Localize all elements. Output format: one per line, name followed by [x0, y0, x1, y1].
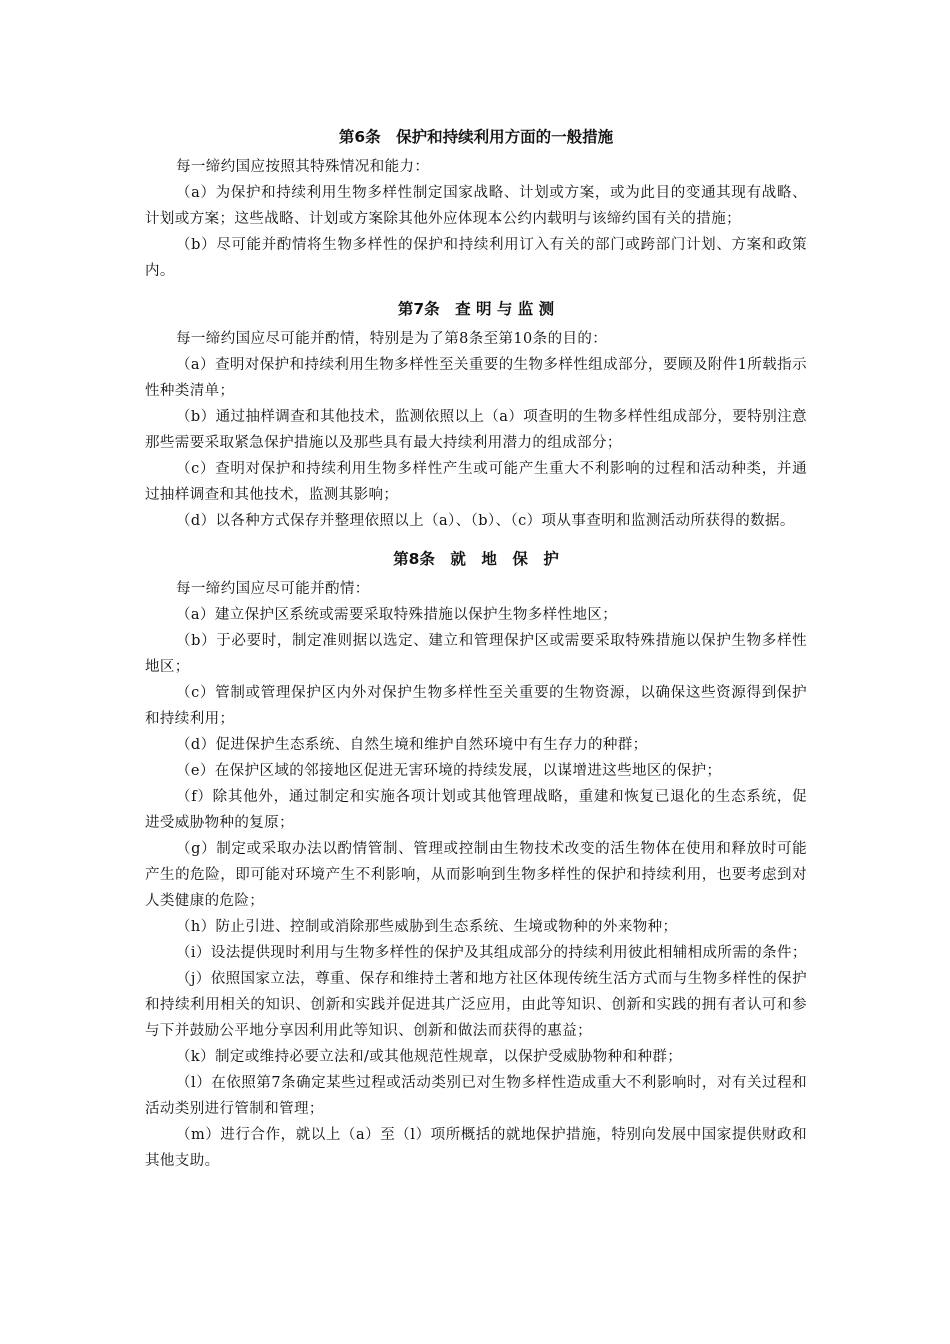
article-8-paragraph: 每一缔约国应尽可能并酌情： [176, 581, 370, 597]
article-7-paragraph: 每一缔约国应尽可能并酌情，特别是为了第8条至第10条的目的： [176, 331, 608, 347]
article-6-paragraph: （a）为保护和持续利用生物多样性制定国家战略、计划或方案，或为此目的变通其现有战略、计划或方案；这些战略、计划或方案除其他外应体现本公约内载明与该缔约国有关的措施； [145, 185, 807, 227]
article-6-paragraph: 每一缔约国应按照其特殊情况和能力： [176, 159, 430, 175]
article-8-paragraph: （f）除其他外，通过制定和实施各项计划或其他管理战略，重建和恢复已退化的生态系统，促进受威胁物种的复原； [145, 789, 807, 831]
article-8-paragraph: （a）建立保护区系统或需要采取特殊措施以保护生物多样性地区； [176, 607, 618, 623]
article-6 [145, 124, 807, 284]
article-8-paragraph: （b）于必要时，制定准则据以选定、建立和管理保护区或需要采取特殊措施以保护生物多样性地区； [145, 633, 807, 675]
article-8-paragraph: （c）管制或管理保护区内外对保护生物多样性至关重要的生物资源，以确保这些资源得到保护和持续利用； [145, 685, 807, 727]
article-7-paragraph: （b）通过抽样调查和其他技术，监测依照以上（a）项查明的生物多样性组成部分，要特别注意那些需要采取紧急保护措施以及那些具有最大持续利用潜力的组成部分； [145, 409, 807, 451]
document-body [145, 124, 807, 1174]
article-8-paragraph: （d）促进保护生态系统、自然生境和维护自然环境中有生存力的种群； [176, 737, 648, 753]
article-8-paragraph: （h）防止引进、控制或消除那些威胁到生态系统、生境或物种的外来物种； [176, 919, 678, 935]
article-8-paragraph: （m）进行合作，就以上（a）至（l）项所概括的就地保护措施，特别向发展中国家提供财政和其他支助。 [145, 1127, 807, 1169]
article-7-paragraph: （a）查明对保护和持续利用生物多样性至关重要的生物多样性组成部分，要顾及附件1所载指示性种类清单； [145, 357, 807, 399]
article-7-paragraph: （d）以各种方式保存并整理依照以上（a）、（b）、（c）项从事查明和监测活动所获得的数据。 [176, 513, 795, 529]
article-7-paragraph: （c）查明对保护和持续利用生物多样性产生或可能产生重大不利影响的过程和活动种类，并通过抽样调查和其他技术，监测其影响； [145, 461, 807, 503]
article-6-title: 第6条 保护和持续利用方面的一般措施 [338, 128, 614, 146]
article-8-paragraph: （e）在保护区域的邻接地区促进无害环境的持续发展，以谋增进这些地区的保护； [176, 763, 722, 779]
article-8-paragraph: （j）依照国家立法，尊重、保存和维持土著和地方社区体现传统生活方式而与生物多样性的保护和持续利用相关的知识、创新和实践并促进其广泛应用，由此等知识、创新和实践的拥有者认可和参与下并鼓励公平地分享因利用此等知识、创新和做法而获得的惠益； [145, 971, 807, 1039]
article-8-paragraph: （l）在依照第7条确定某些过程或活动类别已对生物多样性造成重大不利影响时，对有关过程和活动类别进行管制和管理； [145, 1075, 807, 1117]
article-8-paragraph: （g）制定或采取办法以酌情管制、管理或控制由生物技术改变的活生物体在使用和释放时可能产生的危险，即可能对环境产生不利影响，从而影响到生物多样性的保护和持续利用，也要考虑到对人类健康的危险； [145, 841, 807, 909]
article-8-paragraph: （i）设法提供现时利用与生物多样性的保护及其组成部分的持续利用彼此相辅相成所需的条件； [176, 945, 807, 961]
article-8-title: 第8条 就 地 保 护 [393, 550, 559, 568]
article-6-paragraph: （b）尽可能并酌情将生物多样性的保护和持续利用订入有关的部门或跨部门计划、方案和政策内。 [145, 237, 807, 279]
article-7-title: 第7条 查 明 与 监 测 [397, 300, 555, 318]
article-8 [145, 546, 807, 1174]
article-7 [145, 296, 807, 534]
article-8-paragraph: （k）制定或维持必要立法和/或其他规范性规章，以保护受威胁物种和种群； [176, 1049, 683, 1065]
